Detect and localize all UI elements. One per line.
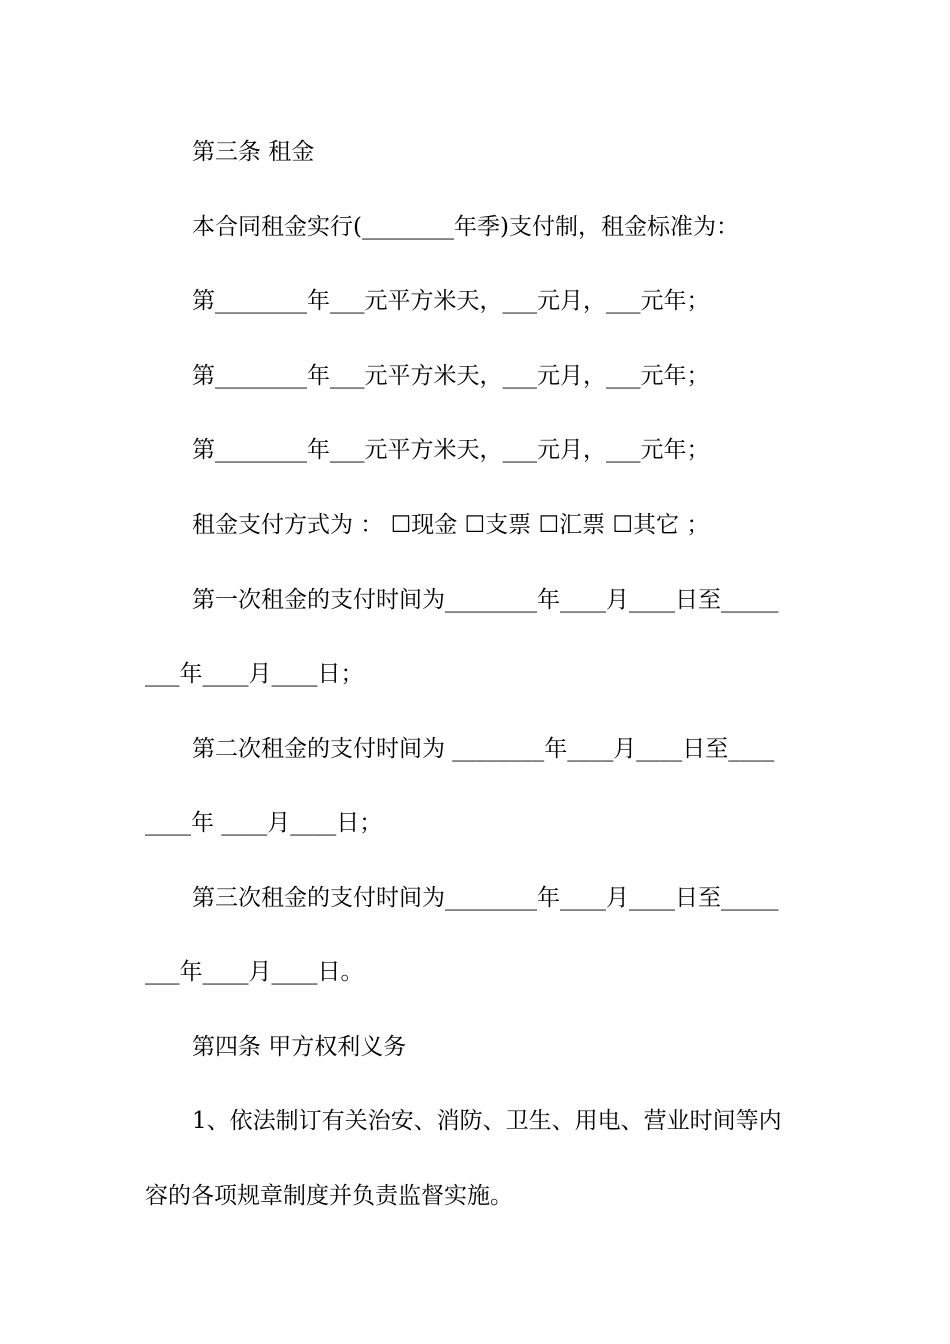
second-payment-line-cont: ____年 ____月____日；	[145, 810, 383, 836]
third-payment-line: 第三次租金的支付时间为________年____月____日至_____	[192, 885, 779, 911]
article-3-heading: 第三条 租金	[192, 139, 315, 165]
rent-standard-line-1: 第________年___元平方米天，___元月，___元年；	[192, 288, 710, 314]
rent-payment-system-line: 本合同租金实行(________年季)支付制，租金标准为：	[192, 214, 739, 240]
first-payment-line-cont: ___年____月____日；	[145, 661, 364, 687]
first-payment-line: 第一次租金的支付时间为________年____月____日至_____	[192, 587, 779, 613]
article-4-heading: 第四条 甲方权利义务	[192, 1034, 407, 1060]
duty-1-line: 1、依法制订有关治安、消防、卫生、用电、营业时间等内	[192, 1108, 782, 1134]
third-payment-line-cont: ___年____月____日。	[145, 959, 364, 985]
rent-standard-line-3: 第________年___元平方米天，___元月，___元年；	[192, 437, 710, 463]
second-payment-line: 第二次租金的支付时间为 ________年____月____日至____	[192, 736, 775, 762]
payment-method-line: 租金支付方式为 ： ☐现金 ☐支票 ☐汇票 ☐其它 ；	[192, 512, 710, 538]
rent-standard-line-2: 第________年___元平方米天，___元月，___元年；	[192, 363, 710, 389]
duty-1-line-cont: 容的各项规章制度并负责监督实施。	[145, 1183, 513, 1209]
